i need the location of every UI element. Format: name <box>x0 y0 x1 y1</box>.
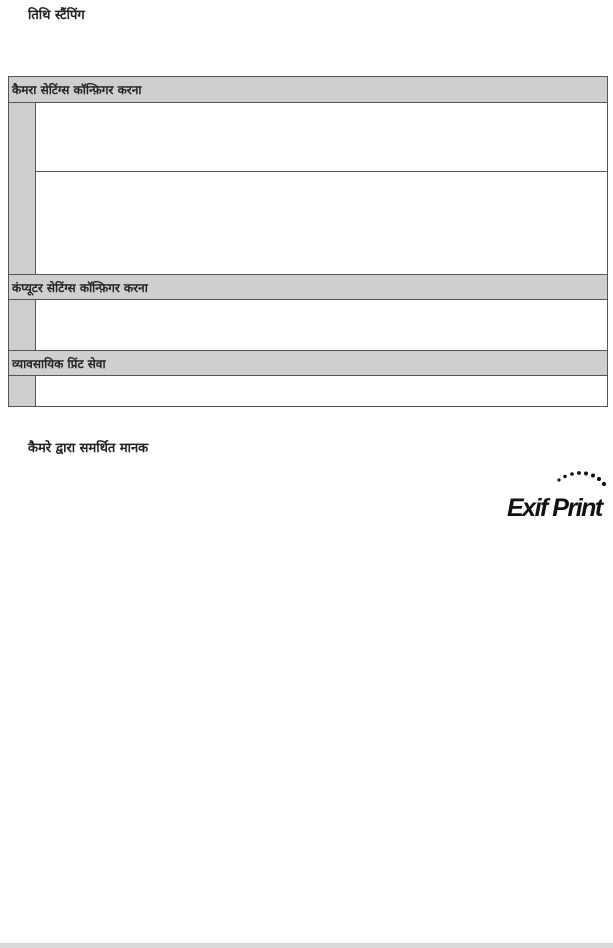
bottom-rule <box>0 943 613 948</box>
table-cell <box>35 172 607 274</box>
section-header-print-service: व्यावसायिक प्रिंट सेवा <box>9 350 607 376</box>
section-header-camera-settings: कैमरा सेटिंग्स कॉन्फ़िगर करना <box>9 77 607 103</box>
logo-text: Exif Print <box>507 494 602 522</box>
settings-table <box>8 76 608 407</box>
section-gutter <box>9 300 35 350</box>
section-gutter <box>9 376 35 406</box>
exif-print-logo-icon <box>505 470 609 526</box>
table-cell <box>35 300 607 350</box>
section-gutter <box>9 103 35 274</box>
section-header-computer-settings: कंप्यूटर सेटिंग्स कॉन्फ़िगर करना <box>9 274 607 300</box>
table-cell <box>35 376 607 406</box>
page-title: तिथि स्टैंपिंग <box>28 8 85 23</box>
standards-heading: कैमरे द्वारा समर्थित मानक <box>28 441 149 456</box>
table-cell <box>35 103 607 172</box>
